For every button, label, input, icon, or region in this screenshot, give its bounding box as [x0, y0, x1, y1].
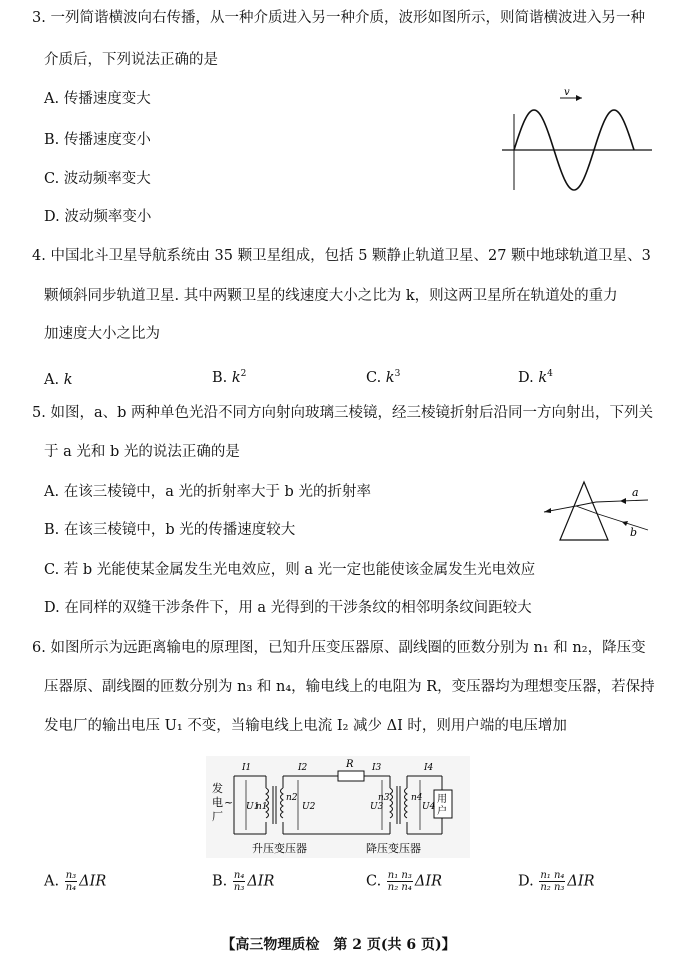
q4-option-d	[518, 364, 553, 388]
q6-option-a-denominator: n₄	[65, 882, 77, 893]
q6-option-d-tail: ΔIR	[567, 873, 595, 890]
q6-generator-char3: 厂	[212, 810, 223, 823]
q3-stem-line2: 介质后，下列说法正确的是	[44, 52, 218, 68]
q4-option-c-sup: 3	[394, 369, 401, 379]
q6-option-a-label: A.	[44, 873, 64, 890]
q6-option-b-tail: ΔIR	[247, 873, 275, 890]
page-footer: 【高三物理质检 第 2 页(共 6 页)】	[221, 937, 456, 953]
q6-user-char2: 户	[437, 806, 447, 817]
q6-caption-step-up: 升压变压器	[252, 842, 307, 855]
q6-option-b	[212, 870, 274, 893]
q6-option-b-fraction	[233, 870, 245, 893]
q3-option-b: B. 传播速度变小	[44, 132, 151, 148]
q6-caption-step-down: 降压变压器	[366, 842, 421, 855]
q6-option-c-label: C.	[366, 873, 386, 890]
q6-label-u2: U2	[302, 802, 316, 812]
q6-option-d-label: D.	[518, 873, 539, 890]
q6-label-i3: I3	[372, 763, 382, 773]
q4-stem-line2: 颗倾斜同步轨道卫星. 其中两颗卫星的线速度大小之比为 k，则这两卫星所在轨道处的重力	[44, 288, 618, 304]
q4-option-d-base: k	[538, 369, 548, 386]
q4-option-c-label: C.	[366, 369, 386, 386]
q4-option-b-label: B.	[212, 369, 232, 386]
q6-option-d-numerator: n₁ n₄	[540, 870, 565, 881]
q5-stem-line2: 于 a 光和 b 光的说法正确的是	[44, 444, 240, 460]
q5-label-a: a	[632, 486, 639, 499]
q6-option-d-fraction	[539, 870, 565, 893]
q3-velocity-arrowhead	[576, 95, 582, 101]
q3-velocity-label: v	[564, 87, 570, 98]
q3-stem-line1: 3. 一列简谐横波向右传播，从一种介质进入另一种介质，波形如图所示，则简谐横波进入另一种	[32, 10, 645, 26]
q6-generator-char2: 电	[212, 796, 223, 809]
q6-option-c-numerator: n₁ n₃	[387, 870, 412, 881]
q6-stem-line3: 发电厂的输出电压 U₁ 不变，当输电线上电流 I₂ 减少 ΔI 时，则用户端的电压增加	[44, 718, 567, 734]
q6-label-n4: n4	[411, 793, 423, 803]
q4-option-b	[212, 364, 246, 388]
q4-option-b-sup: 2	[240, 369, 247, 379]
q6-label-n3: n3	[378, 793, 390, 803]
q4-option-a-label: A.	[44, 371, 64, 388]
q3-option-d: D. 波动频率变小	[44, 209, 152, 225]
q6-label-u1: U1	[246, 802, 260, 812]
q6-stem-line1: 6. 如图所示为远距离输电的原理图，已知升压变压器原、副线圈的匝数分别为 n₁ 和 n₂，降压变	[32, 640, 646, 656]
q6-stem-line2: 压器原、副线圈的匝数分别为 n₃ 和 n₄，输电线上的电阻为 R，变压器均为理想变压器，若保持	[44, 679, 655, 695]
q6-option-c-fraction	[387, 870, 413, 893]
q5-option-c: C. 若 b 光能使某金属发生光电效应，则 a 光一定也能使该金属发生光电效应	[44, 562, 536, 578]
q6-label-u4: U4	[422, 802, 436, 812]
q6-option-d-denominator: n₂ n₃	[540, 882, 565, 893]
q5-prism-figure	[540, 474, 658, 544]
q6-label-u3: U3	[370, 802, 384, 812]
q5-option-b: B. 在该三棱镜中，b 光的传播速度较大	[44, 522, 296, 538]
q6-label-r: R	[346, 759, 354, 770]
q6-user-char1: 用	[437, 794, 447, 805]
q4-option-c	[366, 364, 400, 388]
q3-option-c: C. 波动频率变大	[44, 171, 151, 187]
q6-option-c-tail: ΔIR	[414, 873, 442, 890]
q5-stem-line1: 5. 如图，a、b 两种单色光沿不同方向射向玻璃三棱镜，经三棱镜折射后沿同一方向射出，下列关	[32, 405, 653, 421]
q6-label-i4: I4	[424, 763, 434, 773]
q5-label-b: b	[630, 526, 638, 539]
q6-option-a	[44, 870, 106, 893]
q5-prism-triangle	[560, 482, 608, 540]
q3-option-a: A. 传播速度变大	[44, 91, 151, 107]
q6-option-b-numerator: n₄	[233, 870, 245, 881]
q4-option-a	[44, 364, 73, 390]
q6-option-a-fraction	[65, 870, 77, 893]
q6-option-c	[366, 870, 442, 893]
q6-label-n2: n2	[286, 793, 298, 803]
q6-label-n1: n1	[256, 802, 268, 812]
q5-option-a: A. 在该三棱镜中，a 光的折射率大于 b 光的折射率	[44, 484, 371, 500]
q6-ac-symbol: ~	[224, 796, 234, 809]
q4-option-a-base: k	[63, 371, 73, 388]
q4-option-b-base: k	[231, 369, 241, 386]
q4-option-c-base: k	[385, 369, 395, 386]
q6-resistor	[338, 771, 364, 781]
q5-ray-a-arrowhead	[620, 498, 626, 504]
q5-option-d: D. 在同样的双缝干涉条件下，用 a 光得到的干涉条纹的相邻明条纹间距较大	[44, 600, 532, 616]
q4-stem-line1: 4. 中国北斗卫星导航系统由 35 颗卫星组成，包括 5 颗静止轨道卫星、27 颗中地球轨道卫星、3	[32, 248, 651, 264]
q4-stem-line3: 加速度大小之比为	[44, 326, 160, 342]
q6-option-b-denominator: n₃	[233, 882, 245, 893]
q3-wave-figure	[498, 86, 654, 198]
q6-option-d	[518, 870, 595, 893]
q6-option-a-numerator: n₃	[65, 870, 77, 881]
q6-option-c-denominator: n₂ n₄	[387, 882, 412, 893]
q6-option-a-tail: ΔIR	[79, 873, 107, 890]
q4-option-d-label: D.	[518, 369, 539, 386]
q6-option-b-label: B.	[212, 873, 232, 890]
q6-generator-char1: 发	[212, 782, 223, 795]
q6-transmission-diagram	[206, 756, 470, 858]
q6-label-i2: I2	[298, 763, 308, 773]
q4-option-d-sup: 4	[547, 369, 553, 379]
q6-label-i1: I1	[242, 763, 252, 773]
